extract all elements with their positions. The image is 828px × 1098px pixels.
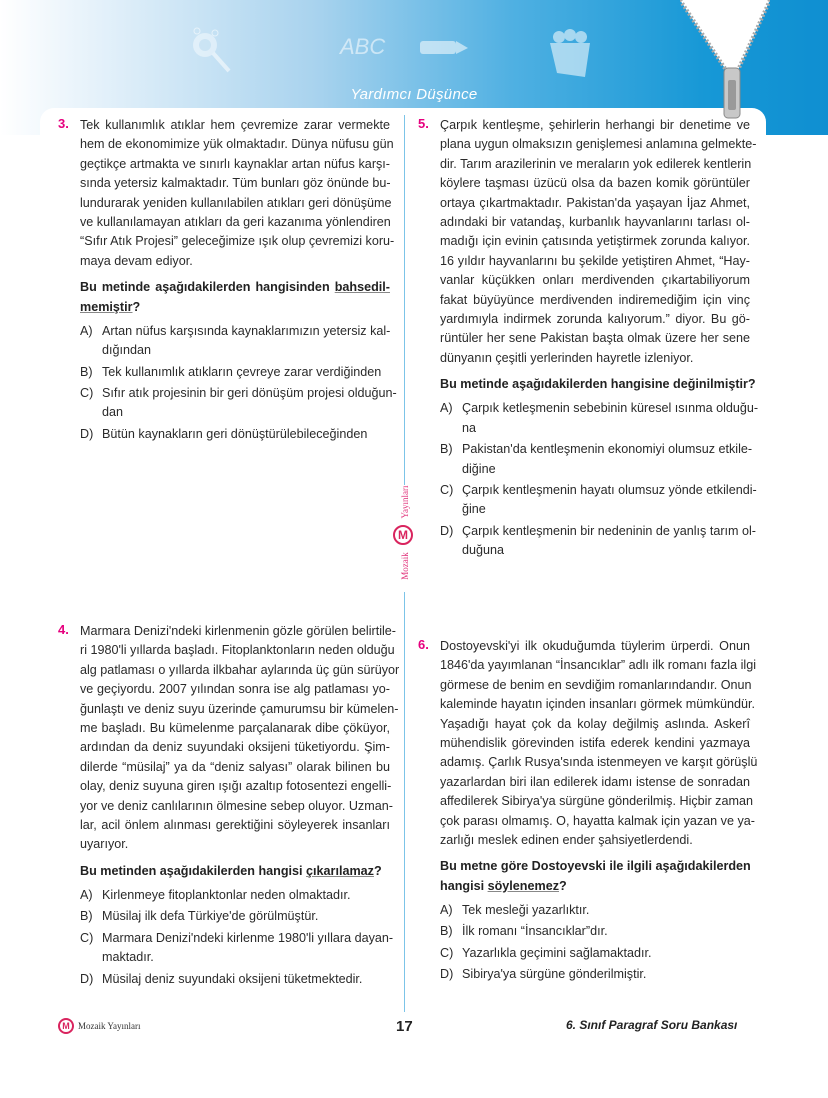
- book-title: 6. Sınıf Paragraf Soru Bankası: [566, 1018, 738, 1032]
- passage-line: yazarlardan biri ilan edilerek idamı istense de sonradan: [440, 774, 750, 789]
- question-body: [440, 637, 758, 987]
- mozaik-logo-icon: M: [58, 1018, 74, 1034]
- passage-line: lundurarak yeniden kullanılabilen atıkları geri dönüşüme: [80, 195, 392, 210]
- passage-line: ve kullanılamayan atıkları da geri kazanıma yönlendiren: [80, 214, 391, 229]
- column-divider: [404, 115, 405, 485]
- option-label: B): [80, 364, 93, 379]
- options-list: [440, 901, 750, 985]
- passage-line: Çarpık kentleşme, şehirlerin herhangi bir denetime ve: [440, 118, 750, 132]
- stem-text: ?: [373, 863, 382, 878]
- passage-line: fakat büyüyünce merdivenden indiremediğim için vinç: [440, 292, 750, 307]
- option-label: C): [440, 483, 454, 498]
- stem-line: [80, 862, 390, 881]
- option-text: diğine: [462, 461, 496, 476]
- option-label: B): [80, 909, 93, 924]
- stem-text: söylenemez: [487, 878, 559, 893]
- option-text: Çarpık kentleşmenin bir nedeninin de yanlış tarım ol-: [462, 523, 756, 538]
- options-list: [80, 886, 394, 989]
- pencil-icon: [418, 38, 468, 58]
- passage-line: Yaşadığı hayat çok da kolay değilmiş aslında. Askerî: [440, 716, 750, 731]
- abc-decoration: ABC: [340, 34, 386, 59]
- option-label: C): [440, 945, 454, 960]
- option-c[interactable]: [80, 929, 394, 968]
- options-list: [440, 399, 759, 560]
- option-label: B): [440, 924, 453, 939]
- option-label: A): [80, 888, 93, 903]
- passage-line: maya devam ediyor.: [80, 253, 193, 268]
- stem-text: Bu metne göre Dostoyevski ile ilgili aşağıdakilerden: [440, 859, 751, 874]
- passage-line: ğunlaştı ve deniz suyu üzerinde çamurumsu bir kümelen-: [80, 701, 399, 716]
- option-label: D): [80, 426, 94, 441]
- side-logo-text-left: Mozaik: [400, 552, 410, 580]
- passage-line: ardından da deniz suyundaki oksijeni tüketiyordu. Şim-: [80, 740, 390, 755]
- stem-text: memiştir: [80, 299, 133, 314]
- option-b[interactable]: [80, 363, 390, 382]
- stem-text: hangisi: [440, 878, 488, 893]
- option-d[interactable]: [440, 522, 756, 561]
- page-number: 17: [396, 1018, 413, 1035]
- option-text: Müsilaj ilk defa Türkiye'de görülmüştür.: [102, 909, 319, 924]
- option-text: maktadır.: [102, 950, 154, 965]
- passage-line: adamış. Çarlık Rusya'sında istenmeyen ve karşıt görüşlü: [440, 755, 758, 770]
- option-text: Müsilaj deniz suyundaki oksijeni tüketmektedir.: [102, 971, 363, 986]
- option-text: Tek kullanımlık atıkların çevreye zarar verdiğinden: [102, 364, 382, 379]
- option-text: Tek mesleği yazarlıktır.: [462, 903, 590, 918]
- option-label: D): [440, 967, 454, 982]
- stem-text: ?: [132, 299, 141, 314]
- option-c[interactable]: [80, 384, 397, 423]
- option-text: Yazarlıkla geçimini sağlamaktadır.: [462, 945, 652, 960]
- option-text: Sıfır atık projesinin bir geri dönüşüm projesi olduğun-: [102, 386, 397, 401]
- question-body: [80, 622, 400, 991]
- question-body: [440, 116, 759, 563]
- option-a[interactable]: [80, 322, 390, 361]
- option-text: dığından: [102, 343, 152, 358]
- passage-line: 1846'da yayımlanan “İnsancıklar” adlı ilk romanı fazla ilgi: [440, 658, 756, 673]
- option-text: Pakistan'da kentleşmenin ekonomiyi olumsuz etkile-: [462, 442, 753, 457]
- passage-line: Tek kullanımlık atıklar hem çevremize zarar vermekte: [80, 118, 390, 132]
- bag-icon: [545, 25, 595, 80]
- question-number: 3.: [58, 116, 69, 131]
- passage-line: hem de ekonomimize yük olmaktadır. Dünya nüfusu gün: [80, 137, 394, 152]
- option-a[interactable]: [440, 901, 750, 920]
- option-text: Bütün kaynakların geri dönüştürülebileceğinden: [102, 426, 368, 441]
- option-label: C): [80, 930, 94, 945]
- option-a[interactable]: [80, 886, 390, 905]
- option-text: Marmara Denizi'ndeki kirlenme 1980'li yıllara dayan-: [102, 930, 394, 945]
- column-divider: [404, 592, 405, 1012]
- passage-line: yor ve deniz canlılarının ölmesine sebep oluyor. Uzman-: [80, 798, 393, 813]
- stem-text: Bu metinde aşağıdakilerden hangisine değinilmiştir?: [440, 377, 756, 392]
- option-d[interactable]: [80, 970, 390, 989]
- option-label: A): [440, 903, 453, 918]
- passage-line: Dostoyevski'yi ilk okuduğumda tüylerim ürperdi. Onun: [440, 639, 750, 653]
- question-number: 5.: [418, 116, 429, 131]
- passage-line: köylere taşması üzücü olsa da bazen komik görüntüler: [440, 176, 750, 191]
- stem-line: [440, 375, 756, 394]
- passage-line: plana uygun olmaksızın genişlemesi anlamına gelmekte-: [440, 137, 757, 152]
- stem-text: bahsedil-: [334, 280, 390, 295]
- options-list: [80, 322, 397, 444]
- passage-line: sında yetersiz kalmaktadır. Tüm bunları göz önünde bu-: [80, 176, 391, 191]
- question-number: 4.: [58, 622, 69, 637]
- option-text: Kirlenmeye fitoplanktonlar neden olmaktadır.: [102, 888, 351, 903]
- passage-line: adındaki bir vatandaş, kurbanlık hayvanlarını tarlası ol-: [440, 214, 750, 229]
- option-label: A): [440, 401, 453, 416]
- option-label: A): [80, 323, 93, 338]
- passage-line: çok parası olmamış. O, hayatta kalmak için yazan ve ya-: [440, 813, 755, 828]
- footer-publisher: [58, 1018, 141, 1034]
- passage-line: yardımıyla indirmek zorunda kalıyorum.” diyor. Bu gö-: [440, 311, 750, 326]
- mozaik-logo-icon: M: [393, 525, 413, 545]
- option-text: ğine: [462, 502, 486, 517]
- option-b[interactable]: [80, 907, 390, 926]
- passage-line: kaleminde hayatın içinden insanları görmek mümkündür.: [440, 697, 756, 712]
- option-label: D): [440, 523, 454, 538]
- passage-line: lar, acil önlem alınması gerektiğini söyleyerek insanları: [80, 817, 390, 832]
- stem-line: [440, 857, 750, 876]
- passage-line: zarlığı meslek edinen ender şahsiyetlerdendi.: [440, 832, 693, 847]
- passage: [440, 637, 758, 850]
- passage-line: Marmara Denizi'ndeki kirlenmenin gözle görülen belirtile-: [80, 624, 396, 638]
- passage-line: görmese de benim en sevdiğim romanlarındandır. Onun: [440, 677, 752, 692]
- zipper-decoration: [680, 0, 770, 125]
- option-label: C): [80, 386, 94, 401]
- option-text: Sibirya'ya sürgüne gönderilmiştir.: [462, 967, 647, 982]
- option-b[interactable]: [440, 440, 753, 479]
- stem-text: Bu metinden aşağıdakilerden hangisi: [80, 863, 307, 878]
- passage-line: me başladı. Bu kümelenme parçalanarak dibe çöküyor,: [80, 720, 390, 735]
- question-stem: [80, 278, 390, 317]
- passage-line: dir. Tarım arazilerinin ve meraların yok edilerek kentlerin: [440, 156, 752, 171]
- passage-line: affedilerek Sibirya'ya sürgüne gönderilmiş. Hiçbir zaman: [440, 794, 753, 809]
- passage-line: madığı için evinin çatısında yetiştirmek zorunda kalıyor.: [440, 234, 750, 249]
- passage: [80, 622, 400, 855]
- option-text: na: [462, 420, 477, 435]
- option-d[interactable]: [440, 965, 750, 984]
- question-body: [80, 116, 397, 446]
- question-stem: [440, 375, 756, 394]
- passage-line: mühendislik görevinden istifa ederek kendini yazmaya: [440, 735, 750, 750]
- stem-text: ?: [559, 878, 567, 893]
- option-c[interactable]: [440, 944, 750, 963]
- option-label: D): [80, 971, 94, 986]
- option-text: Artan nüfus karşısında kaynaklarımızın yetersiz kal-: [102, 323, 391, 338]
- passage-line: dilerde “müsilaj” ya da “deniz salyası” olarak bilinen bu: [80, 759, 390, 774]
- passage-line: vanlar küçükken onları merdivenden çıkartabiliyorum: [440, 273, 750, 288]
- question-stem: [80, 862, 390, 881]
- option-b[interactable]: [440, 922, 750, 941]
- question-number: 6.: [418, 637, 429, 652]
- stem-text: çıkarılamaz: [306, 863, 374, 878]
- passage-line: ortaya çıkartmaktadır. Pakistan'da yaşayan İjaz Ahmet,: [440, 195, 750, 210]
- magnifier-icon: [185, 25, 235, 75]
- passage-line: ve geçiyordu. 2007 yılından sonra ise alg patlaması yo-: [80, 682, 390, 697]
- passage-line: rüntüler her sene Pakistan başta olmak üzere her sene: [440, 331, 750, 346]
- passage-line: geçtikçe artmakta ve sınırlı kaynaklar artan nüfus karşı-: [80, 156, 390, 171]
- option-d[interactable]: [80, 425, 390, 444]
- passage-line: uyarıyor.: [80, 837, 129, 852]
- publisher-name: Mozaik Yayınları: [78, 1021, 141, 1031]
- option-label: B): [440, 442, 453, 457]
- section-title: Yardımcı Düşünce: [350, 86, 478, 103]
- question-stem: [440, 857, 750, 896]
- option-text: Çarpık kentleşmenin hayatı olumsuz yönde etkilendi-: [462, 483, 757, 498]
- option-a[interactable]: [440, 399, 759, 438]
- option-text: İlk romanı “İnsancıklar”dır.: [462, 924, 608, 939]
- stem-text: Bu metinde aşağıdakilerden hangisinden: [80, 280, 335, 295]
- passage-line: alg patlaması o yıllarda ilkbahar aylarında üç gün sürüyor: [80, 662, 400, 677]
- passage: [80, 116, 395, 271]
- option-text: dan: [102, 405, 124, 420]
- passage-line: “Sıfır Atık Projesi” geleceğimize ışık olup çevremizi koru-: [80, 234, 395, 249]
- passage-line: olay, deniz suyuna giren ışığı azaltıp fotosentezi engelli-: [80, 779, 392, 794]
- option-c[interactable]: [440, 481, 757, 520]
- option-text: duğuna: [462, 543, 505, 558]
- stem-line: [80, 298, 390, 317]
- option-text: Çarpık ketleşmenin sebebinin küresel ısınma olduğu-: [462, 401, 759, 416]
- side-logo: [392, 475, 418, 595]
- side-logo-text-right: Yayınları: [400, 485, 410, 519]
- passage-line: 16 yıldır hayvanlarını bu şekilde yetiştiren Ahmet, “Hay-: [440, 253, 750, 268]
- passage: [440, 116, 757, 368]
- passage-line: ri 1980'li yıllarda başladı. Fitoplanktonların neden olduğu: [80, 643, 395, 658]
- passage-line: dünyanın çeşitli yerlerinden hayretle izleniyor.: [440, 350, 694, 365]
- stem-line: [80, 278, 390, 297]
- stem-line: [440, 877, 750, 896]
